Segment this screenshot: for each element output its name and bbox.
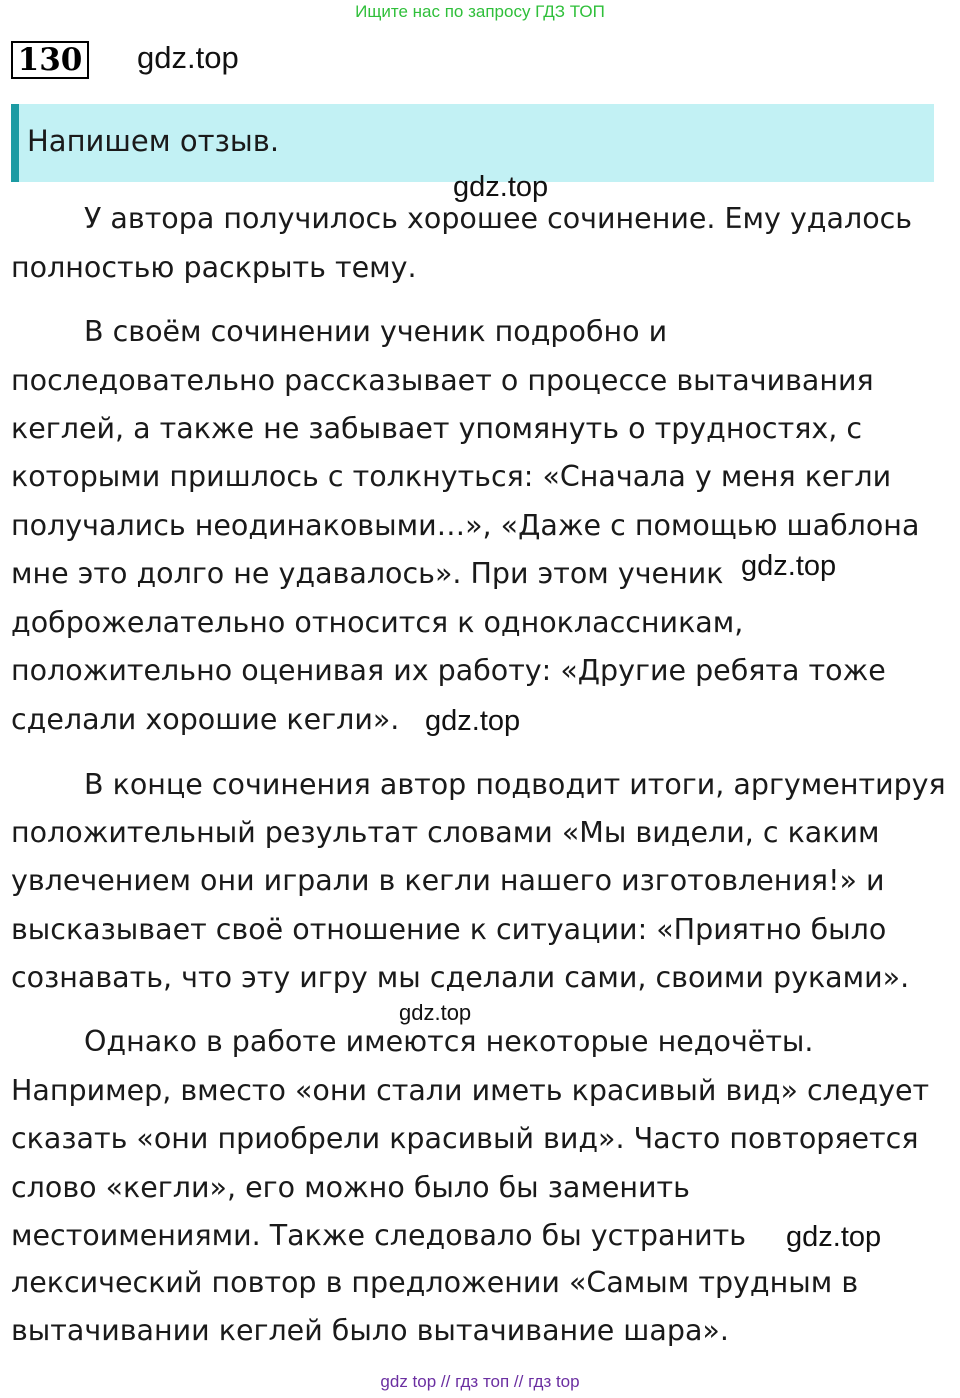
watermark: gdz.top (741, 550, 837, 582)
text-line: лексический повтор в предложении «Самым трудным в (11, 1266, 859, 1299)
task-header-text: Напишем отзыв. (27, 124, 280, 158)
text-line: У автора получилось хорошее сочинение. Ему удалось (84, 202, 913, 235)
text-line: сказать «они приобрели красивый вид». Часто повторяется (11, 1122, 919, 1155)
watermark: gdz.top (786, 1221, 882, 1253)
text-line: доброжелательно относится к одноклассникам, (11, 606, 744, 639)
text-line: мне это долго не удавалось». При этом ученик (11, 557, 724, 590)
text-line: которыми пришлось с толкнуться: «Сначала у меня кегли (11, 460, 892, 493)
text-line: положительно оценивая их работу: «Другие ребята тоже (11, 654, 886, 687)
text-line: высказывает своё отношение к ситуации: «Приятно было (11, 913, 887, 946)
text-line: Например, вместо «они стали иметь красивый вид» следует (11, 1074, 930, 1107)
text-line: Однако в работе имеются некоторые недочёты. (84, 1025, 814, 1058)
watermark: gdz.top (425, 705, 521, 737)
text-line: получались неодинаковыми…», «Даже с помощью шаблона (11, 509, 920, 542)
text-line: местоимениями. Также следовало бы устранить (11, 1219, 747, 1252)
search-hint-banner: Ищите нас по запросу ГДЗ ТОП (355, 2, 605, 21)
text-line: слово «кегли», его можно было бы заменить (11, 1171, 690, 1204)
text-line: полностью раскрыть тему. (11, 251, 417, 284)
task-number: 130 (11, 41, 89, 79)
text-line: сознавать, что эту игру мы сделали сами, своими руками». (11, 961, 910, 994)
watermark: gdz.top (399, 1000, 472, 1025)
text-line: положительный результат словами «Мы видели, с каким (11, 816, 880, 849)
text-line: увлечением они играли в кегли нашего изготовления!» и (11, 864, 885, 897)
text-line: В своём сочинении ученик подробно и (84, 315, 668, 348)
text-line: сделали хорошие кегли». (11, 703, 400, 736)
watermark: gdz.top (453, 171, 549, 203)
text-line: последовательно рассказывает о процессе вытачивания (11, 364, 874, 397)
text-line: кеглей, а также не забывает упомянуть о трудностях, с (11, 412, 863, 445)
text-line: В конце сочинения автор подводит итоги, аргументируя (84, 768, 946, 801)
footer-watermark: gdz top // гдз топ // гдз top (380, 1372, 580, 1391)
text-line: вытачивании кеглей было вытачивание шара». (11, 1314, 729, 1347)
watermark: gdz.top (137, 40, 239, 75)
